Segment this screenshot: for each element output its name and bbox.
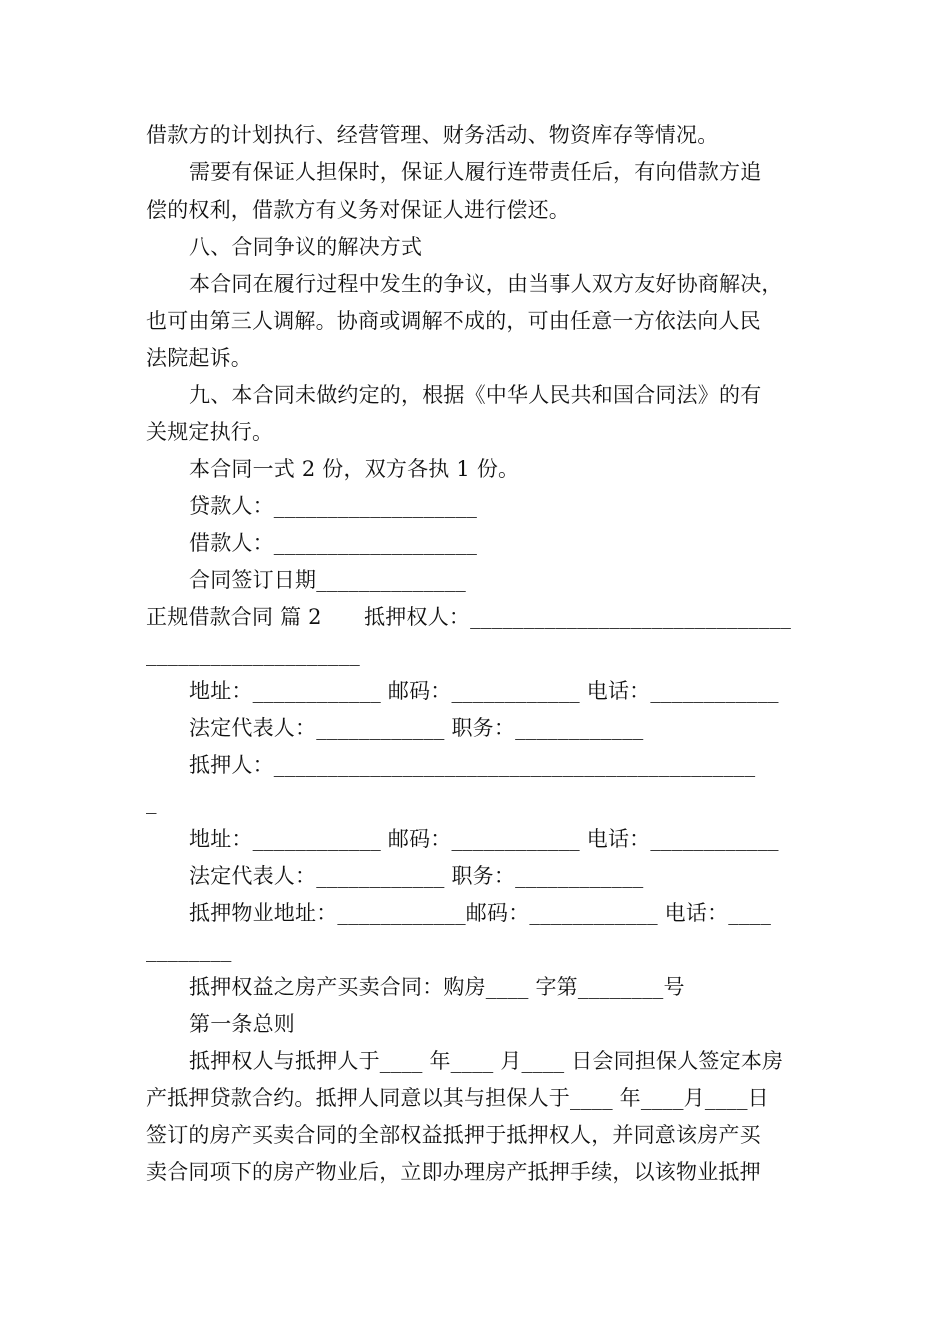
signing-date-line: 合同签订日期______________ [189,568,466,592]
text-line-23: ________ [146,938,232,962]
mortgagor-representative-line: 法定代表人：____________ 职务：____________ [189,864,644,888]
lender-signature-line: 贷款人：___________________ [189,494,478,518]
text-line-15: ____________________ [146,642,360,666]
section-heading-9: 九、本合同未做约定的，根据《中华人民共和国合同法》的有 [189,383,762,407]
property-address-line: 抵押物业地址：____________邮码：____________ 电话：____ [189,901,772,925]
text-line-5: 本合同在履行过程中发生的争议，由当事人双方友好协商解决， [189,272,783,296]
borrower-signature-line: 借款人：___________________ [189,531,478,555]
text-line-7: 法院起诉。 [146,346,252,370]
contract-2-title-line: 正规借款合同 篇 2 抵押权人：______________________________ [146,605,792,629]
text-line-19: _ [146,790,157,814]
text-line-3: 偿的权利，借款方有义务对保证人进行偿还。 [146,198,570,222]
mortgagee-address-line: 地址：____________ 邮码：____________ 电话：____________ [189,679,779,703]
text-line-26: 抵押权人与抵押人于____ 年____ 月____ 日会同担保人签定本房 [189,1049,784,1073]
purchase-contract-line: 抵押权益之房产买卖合同：购房____ 字第________号 [189,975,685,999]
text-line-27: 产抵押贷款合约。抵押人同意以其与担保人于____ 年____月____日 [146,1086,769,1110]
text-line-2: 需要有保证人担保时，保证人履行连带责任后，有向借款方追 [189,160,762,184]
text-line-6: 也可由第三人调解。协商或调解不成的，可由任意一方依法向人民 [146,309,761,333]
section-heading-8: 八、合同争议的解决方式 [189,235,423,259]
text-line-29: 卖合同项下的房产物业后，立即办理房产抵押手续，以该物业抵押 [146,1160,761,1184]
text-line-9: 关规定执行。 [146,420,274,444]
text-line-10: 本合同一式 2 份，双方各执 1 份。 [189,457,520,481]
mortgagor-address-line: 地址：____________ 邮码：____________ 电话：____________ [189,827,779,851]
mortgagee-representative-line: 法定代表人：____________ 职务：____________ [189,716,644,740]
mortgagor-line: 抵押人：_____________________________________________ [189,753,756,777]
text-line-1: 借款方的计划执行、经营管理、财务活动、物资库存等情况。 [146,123,719,147]
article-1-heading: 第一条总则 [189,1012,295,1036]
text-line-28: 签订的房产买卖合同的全部权益抵押于抵押权人，并同意该房产买 [146,1123,761,1147]
